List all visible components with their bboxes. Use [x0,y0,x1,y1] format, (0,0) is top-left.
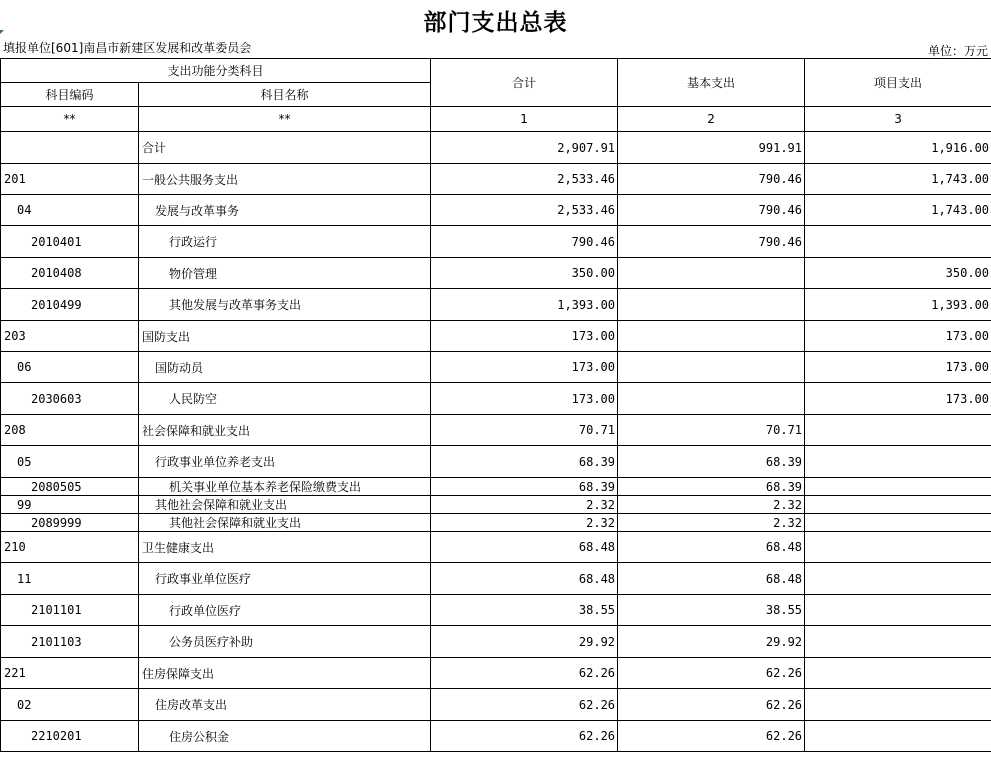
row-total: 68.39 [431,446,618,478]
row-total: 68.48 [431,563,618,595]
row-name: 合计 [139,132,431,164]
row-project [805,415,991,446]
header-project: 项目支出 [805,59,991,107]
row-total: 38.55 [431,595,618,626]
row-name: 行政事业单位医疗 [139,563,431,595]
row-project: 173.00 [805,383,991,415]
table-header [1,59,991,132]
row-project: 173.00 [805,352,991,383]
row-name: 其他社会保障和就业支出 [139,514,431,532]
row-code: 210 [1,532,139,563]
table-row [1,258,991,289]
row-basic: 62.26 [618,689,805,721]
row-basic: 38.55 [618,595,805,626]
table-row [1,563,991,595]
row-basic: 790.46 [618,195,805,226]
header-basic: 基本支出 [618,59,805,107]
row-total: 173.00 [431,321,618,352]
row-name: 物价管理 [139,258,431,289]
table-row [1,383,991,415]
row-code: 11 [1,563,139,595]
row-total: 2.32 [431,514,618,532]
row-project [805,532,991,563]
row-project [805,563,991,595]
row-code: 06 [1,352,139,383]
index-basic: 2 [618,107,805,132]
row-basic [618,258,805,289]
row-basic [618,383,805,415]
row-total: 173.00 [431,383,618,415]
row-code [1,132,139,164]
row-project: 1,743.00 [805,164,991,195]
row-total: 62.26 [431,689,618,721]
table-row [1,321,991,352]
row-basic: 68.39 [618,478,805,496]
table-row [1,478,991,496]
table-row [1,532,991,563]
table-row [1,658,991,689]
row-project [805,689,991,721]
row-basic: 68.39 [618,446,805,478]
row-code: 201 [1,164,139,195]
row-project [805,226,991,258]
reporting-unit: 填报单位[601]南昌市新建区发展和改革委员会 [3,41,252,55]
table-row [1,195,991,226]
row-name: 卫生健康支出 [139,532,431,563]
row-code: 2010408 [1,258,139,289]
row-code: 02 [1,689,139,721]
row-project [805,514,991,532]
row-name: 行政单位医疗 [139,595,431,626]
table-row [1,132,991,164]
row-name: 公务员医疗补助 [139,626,431,658]
index-code: ** [1,107,139,132]
row-name: 住房保障支出 [139,658,431,689]
row-total: 68.48 [431,532,618,563]
index-project: 3 [805,107,991,132]
row-total: 2,907.91 [431,132,618,164]
table-row [1,721,991,752]
expenditure-table [0,58,991,752]
row-code: 2101101 [1,595,139,626]
row-name: 行政运行 [139,226,431,258]
row-project: 1,916.00 [805,132,991,164]
row-project: 350.00 [805,258,991,289]
row-basic: 2.32 [618,496,805,514]
row-project [805,658,991,689]
row-total: 2,533.46 [431,195,618,226]
table-row [1,415,991,446]
row-basic: 2.32 [618,514,805,532]
row-code: 2210201 [1,721,139,752]
row-total: 1,393.00 [431,289,618,321]
row-project: 173.00 [805,321,991,352]
row-basic: 62.26 [618,721,805,752]
header-function-group: 支出功能分类科目 [1,59,431,83]
row-basic: 790.46 [618,164,805,195]
row-basic: 62.26 [618,658,805,689]
row-total: 62.26 [431,658,618,689]
row-project [805,446,991,478]
row-code: 2101103 [1,626,139,658]
table-row [1,496,991,514]
row-name: 住房公积金 [139,721,431,752]
row-project [805,478,991,496]
row-basic [618,289,805,321]
table-row [1,226,991,258]
row-name: 一般公共服务支出 [139,164,431,195]
row-total: 62.26 [431,721,618,752]
row-basic [618,352,805,383]
row-name: 发展与改革事务 [139,195,431,226]
index-total: 1 [431,107,618,132]
row-code: 2010401 [1,226,139,258]
row-name: 国防动员 [139,352,431,383]
row-basic: 991.91 [618,132,805,164]
row-project [805,595,991,626]
table-row [1,626,991,658]
row-total: 173.00 [431,352,618,383]
row-basic: 68.48 [618,563,805,595]
row-code: 2030603 [1,383,139,415]
row-project: 1,743.00 [805,195,991,226]
row-basic: 29.92 [618,626,805,658]
row-code: 203 [1,321,139,352]
row-name: 其他发展与改革事务支出 [139,289,431,321]
row-code: 04 [1,195,139,226]
row-code: 2080505 [1,478,139,496]
row-basic: 790.46 [618,226,805,258]
row-total: 2.32 [431,496,618,514]
table-row [1,595,991,626]
row-project: 1,393.00 [805,289,991,321]
currency-unit: 单位：万元 [927,44,988,58]
header-name: 科目名称 [139,83,431,107]
index-name: ** [139,107,431,132]
row-name: 行政事业单位养老支出 [139,446,431,478]
row-code: 2010499 [1,289,139,321]
row-name: 机关事业单位基本养老保险缴费支出 [139,478,431,496]
row-name: 国防支出 [139,321,431,352]
table-row [1,352,991,383]
row-total: 29.92 [431,626,618,658]
row-name: 其他社会保障和就业支出 [139,496,431,514]
row-basic: 68.48 [618,532,805,563]
row-name: 住房改革支出 [139,689,431,721]
row-code: 2089999 [1,514,139,532]
row-project [805,626,991,658]
row-project [805,496,991,514]
row-name: 人民防空 [139,383,431,415]
table-row [1,164,991,195]
table-row [1,289,991,321]
row-total: 2,533.46 [431,164,618,195]
row-code: 99 [1,496,139,514]
row-basic: 70.71 [618,415,805,446]
row-project [805,721,991,752]
row-name: 社会保障和就业支出 [139,415,431,446]
table-row [1,446,991,478]
row-basic [618,321,805,352]
row-total: 350.00 [431,258,618,289]
row-total: 68.39 [431,478,618,496]
header-code: 科目编码 [1,83,139,107]
row-code: 221 [1,658,139,689]
page-title: 部门支出总表 [423,9,568,36]
row-total: 70.71 [431,415,618,446]
header-total: 合计 [431,59,618,107]
row-code: 208 [1,415,139,446]
row-total: 790.46 [431,226,618,258]
table-row [1,689,991,721]
table-row [1,514,991,532]
table-body [1,132,991,752]
row-code: 05 [1,446,139,478]
